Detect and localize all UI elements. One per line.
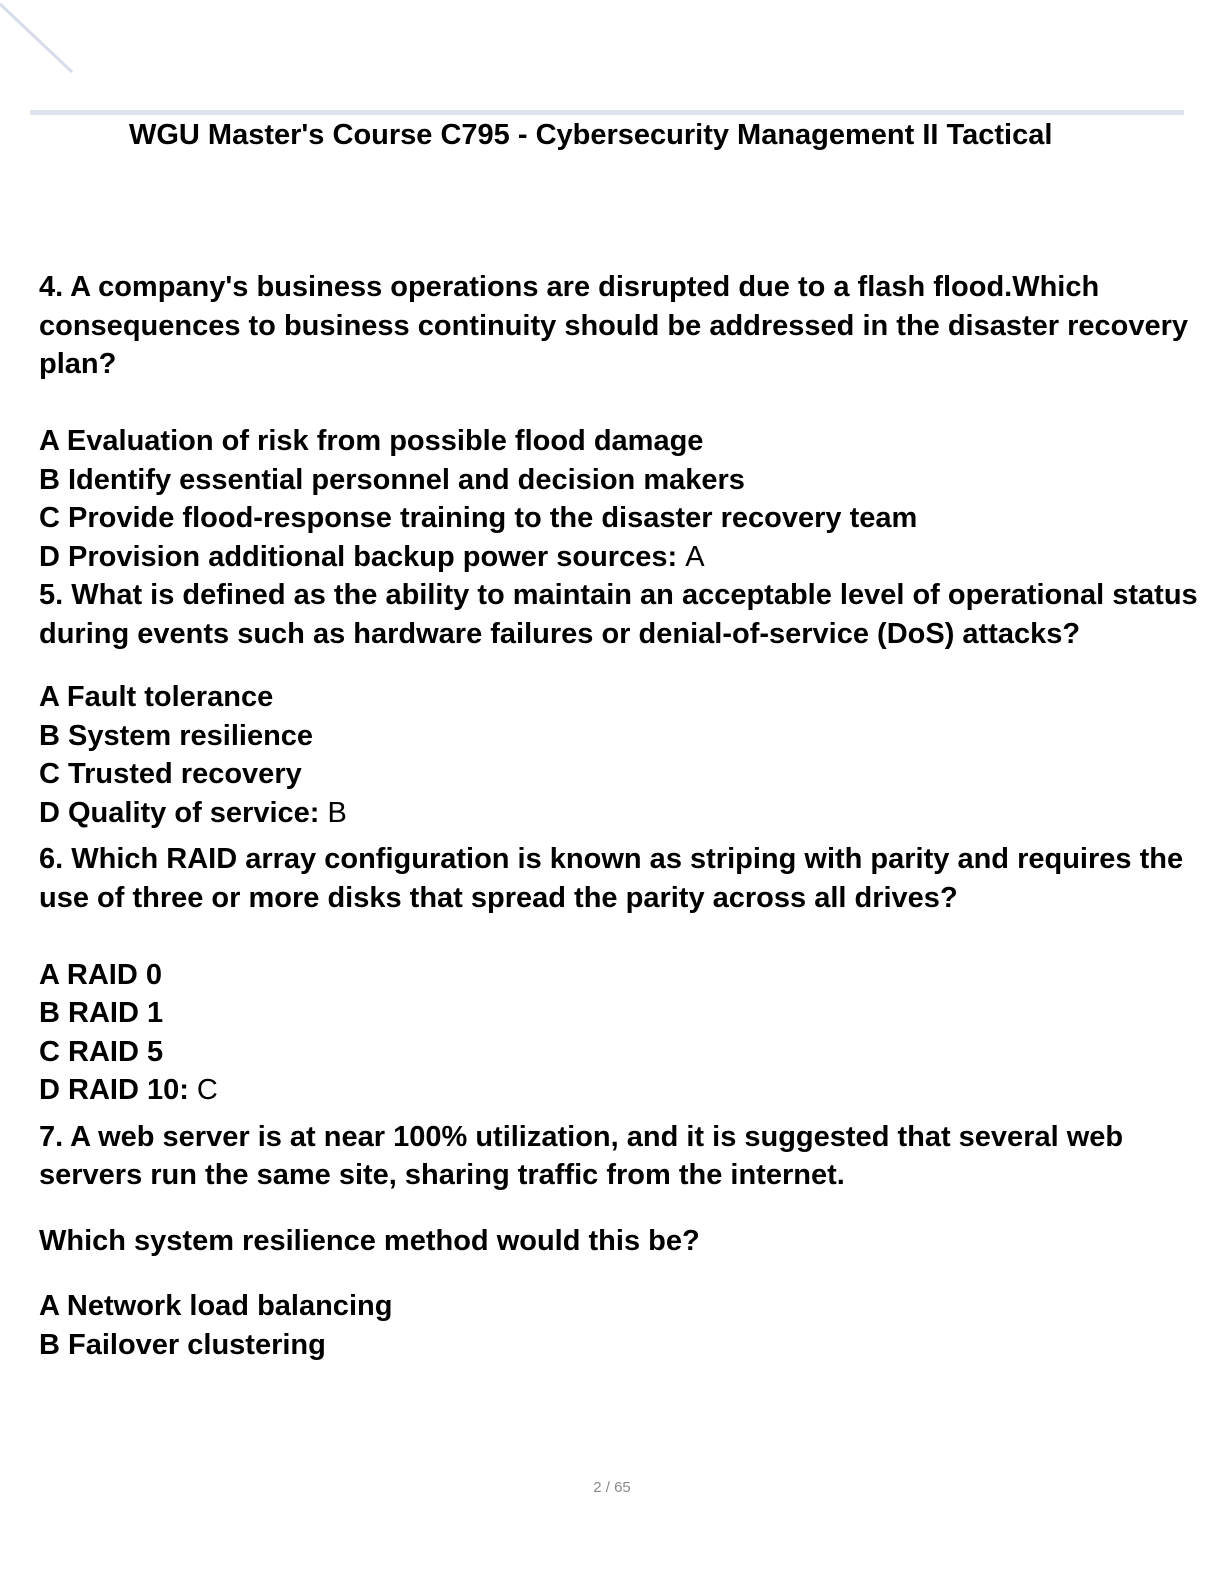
option-a: A Network load balancing xyxy=(39,1290,393,1322)
answer-key: C xyxy=(196,1074,218,1106)
page-number: 2 / 65 xyxy=(593,1479,631,1496)
option-d xyxy=(39,794,1209,833)
option-c: C Provide flood-response training to the disaster recovery team xyxy=(39,502,918,534)
option-d-label: D Quality of service: xyxy=(39,796,320,829)
answer-key: A xyxy=(685,540,705,573)
option-b: B Failover clustering xyxy=(39,1328,326,1361)
option-a: A RAID 0 xyxy=(39,958,162,991)
question-text: 6. Which RAID array configuration is known as striping with parity and requires the use of three or more disks that spread the parity across all drives? xyxy=(39,843,1184,914)
option-b: B Identify essential personnel and decision makers xyxy=(39,463,745,496)
option-d-label: D RAID 10: xyxy=(39,1074,189,1106)
option-d xyxy=(39,1071,1209,1110)
option-c: C RAID 5 xyxy=(39,1035,164,1068)
question-5 xyxy=(39,576,1209,832)
option-b: B System resilience xyxy=(39,719,314,752)
option-d-label: D Provision additional backup power sources: xyxy=(39,540,678,573)
question-4 xyxy=(39,268,1209,576)
option-a: A Fault tolerance xyxy=(39,681,274,713)
question-text: 4. A company's business operations are disrupted due to a flash flood.Which consequences to business continuity should be addressed in the disaster recovery plan? xyxy=(39,271,1189,380)
document-title: WGU Master's Course C795 - Cybersecurity Management II Tactical xyxy=(129,119,1053,151)
page-corner-mark xyxy=(0,0,80,80)
header-divider xyxy=(30,110,1184,115)
question-prompt: Which system resilience method would this be? xyxy=(39,1224,700,1257)
question-text: 7. A web server is at near 100% utilization, and it is suggested that several web servers run the same site, sharing traffic from the internet. xyxy=(39,1120,1124,1191)
option-b: B RAID 1 xyxy=(39,997,164,1029)
answer-key: B xyxy=(327,796,347,829)
question-list xyxy=(39,268,1209,1364)
option-c: C Trusted recovery xyxy=(39,758,302,790)
option-a: A Evaluation of risk from possible flood damage xyxy=(39,425,704,457)
question-7 xyxy=(39,1118,1209,1365)
question-text: 5. What is defined as the ability to maintain an acceptable level of operational status during events such as hardware failures or denial-of-service (DoS) attacks? xyxy=(39,579,1198,650)
question-6 xyxy=(39,840,1209,1110)
option-d xyxy=(39,538,1209,577)
